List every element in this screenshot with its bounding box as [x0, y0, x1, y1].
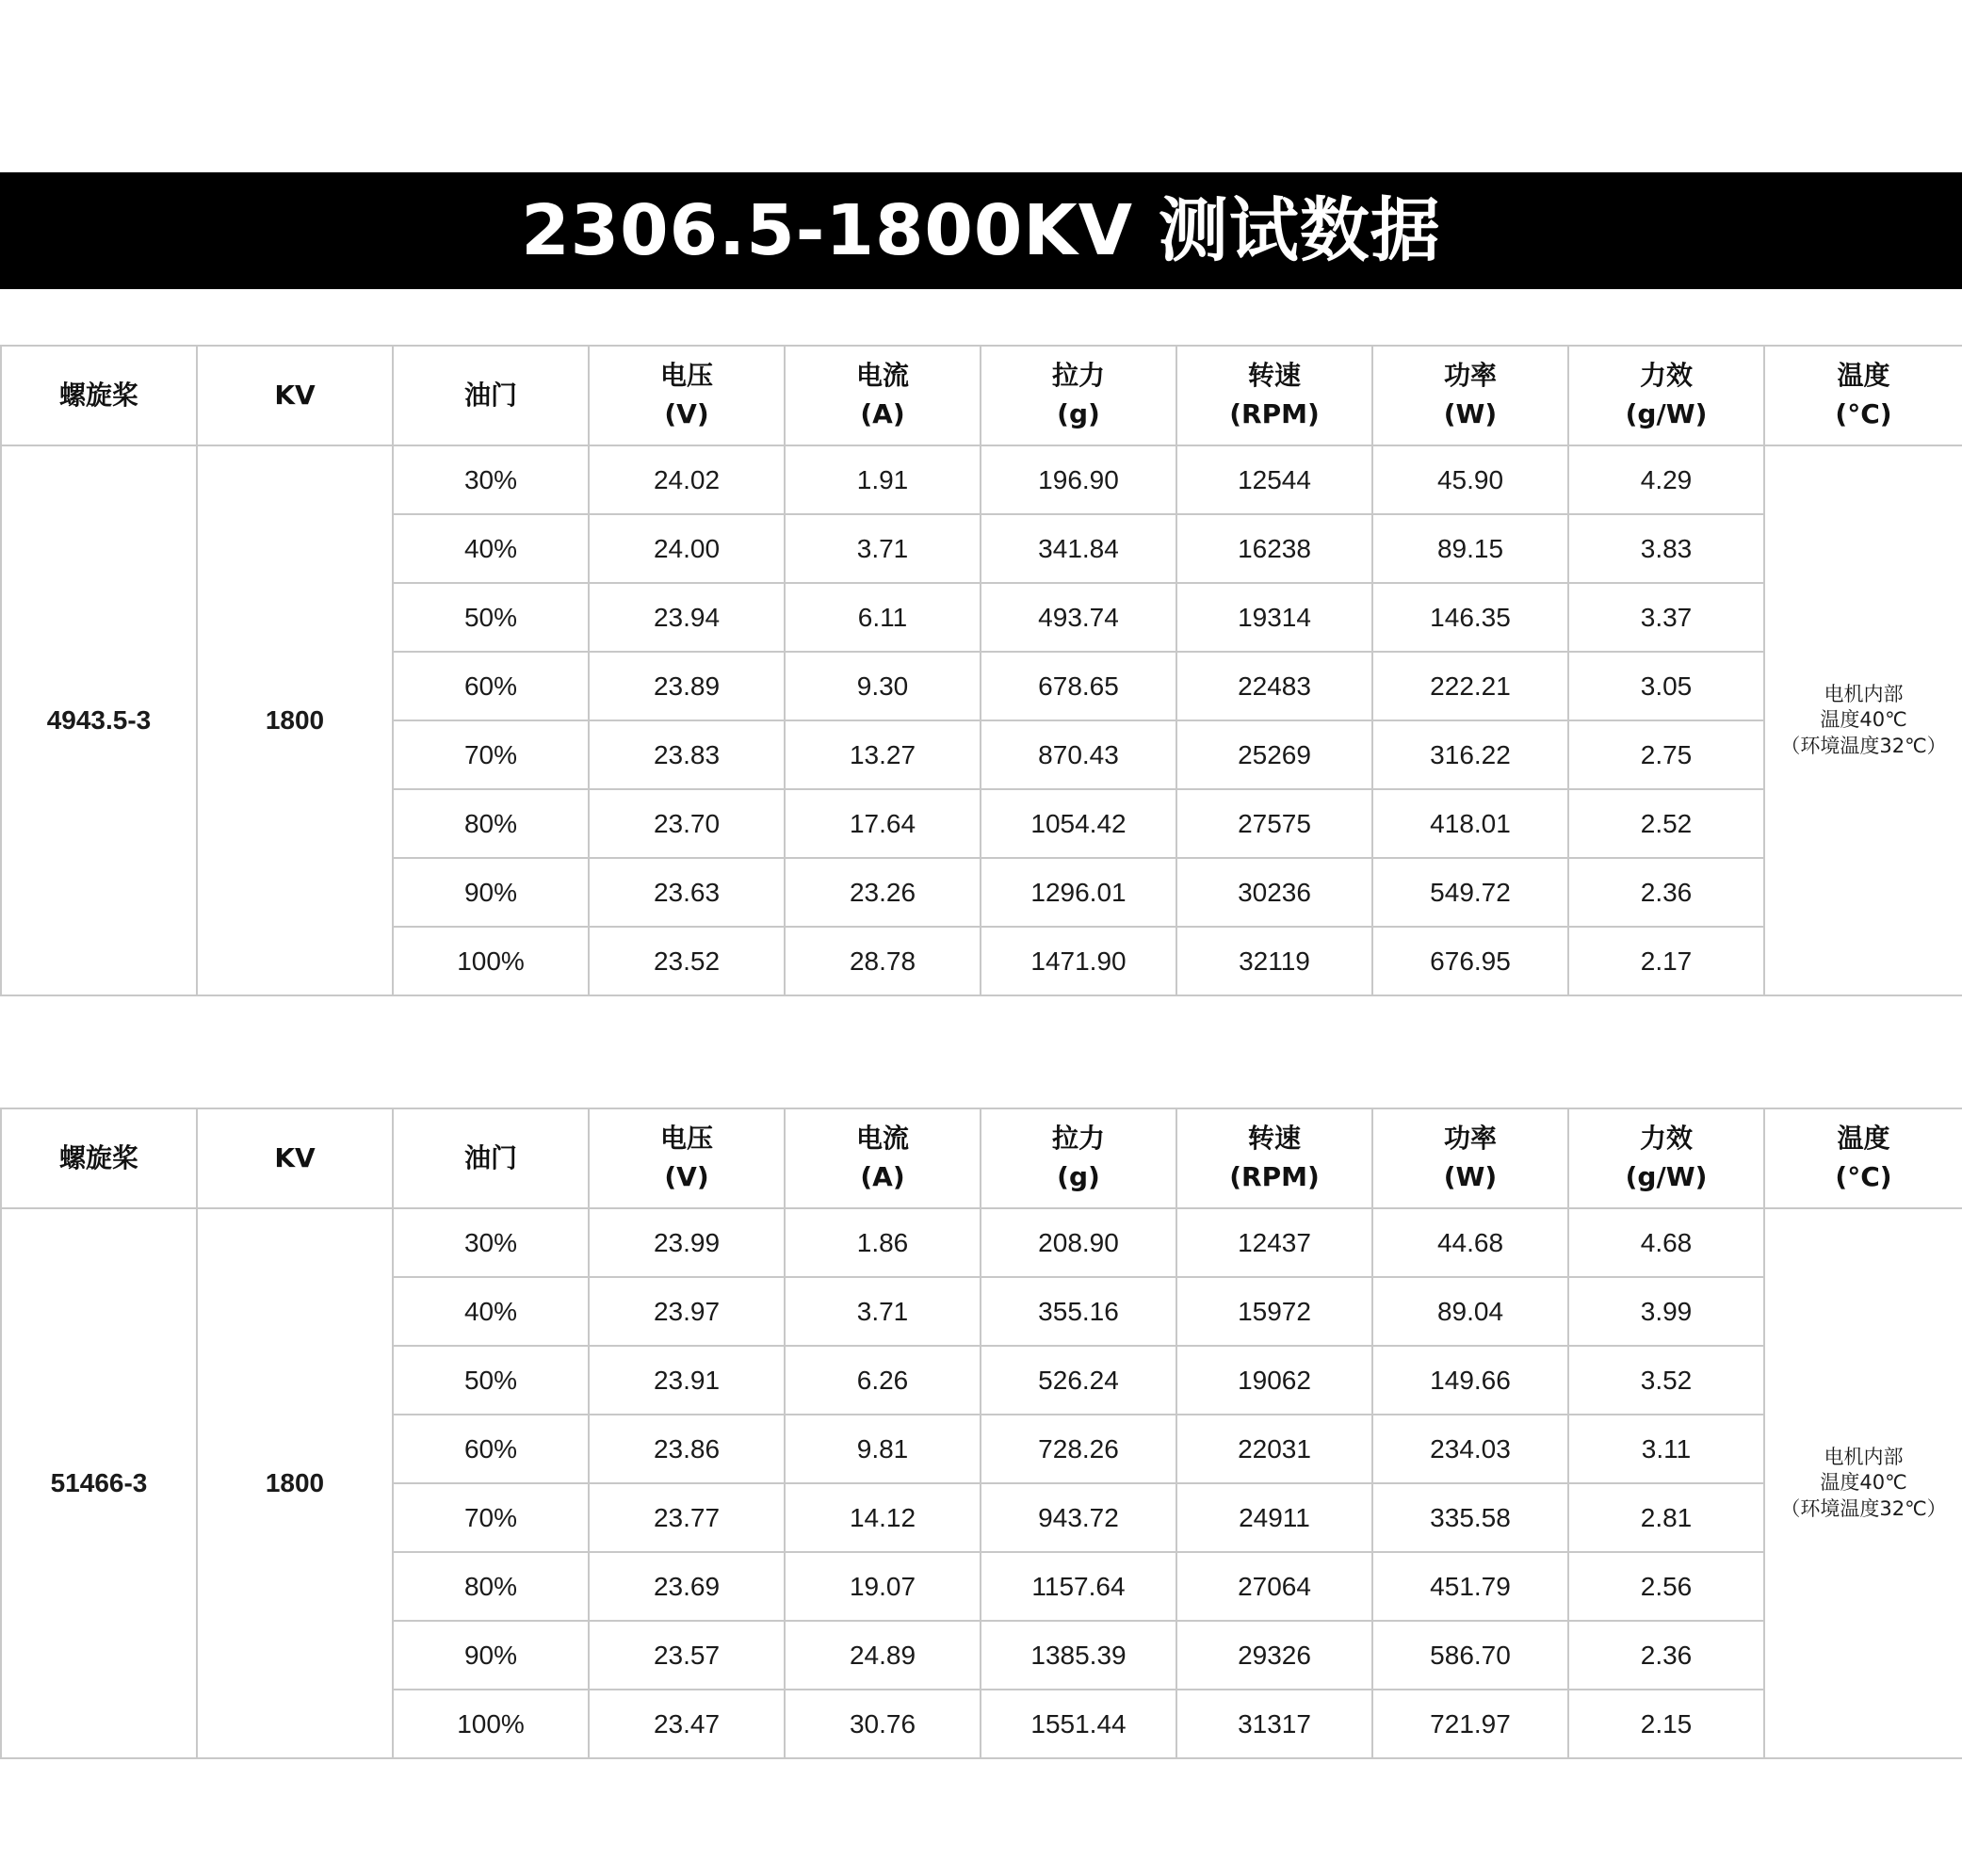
efficiency-cell: 2.15 — [1568, 1690, 1764, 1758]
rpm-cell: 22483 — [1176, 652, 1372, 720]
current-cell: 23.26 — [785, 858, 981, 927]
temperature-cell — [1764, 1208, 1962, 1758]
thrust-cell: 1471.90 — [981, 927, 1176, 995]
voltage-cell: 23.57 — [589, 1621, 785, 1690]
voltage-cell: 23.97 — [589, 1277, 785, 1346]
efficiency-cell: 2.36 — [1568, 1621, 1764, 1690]
table-row — [1, 445, 1962, 514]
power-cell: 234.03 — [1372, 1415, 1568, 1483]
current-cell: 17.64 — [785, 789, 981, 858]
rpm-cell: 19314 — [1176, 583, 1372, 652]
throttle-cell: 60% — [393, 1415, 589, 1483]
voltage-cell: 23.47 — [589, 1690, 785, 1758]
title-banner — [0, 172, 1962, 289]
power-cell: 721.97 — [1372, 1690, 1568, 1758]
thrust-cell: 355.16 — [981, 1277, 1176, 1346]
voltage-cell: 23.52 — [589, 927, 785, 995]
propeller-cell: 51466-3 — [1, 1208, 197, 1758]
voltage-cell: 23.94 — [589, 583, 785, 652]
rpm-cell: 25269 — [1176, 720, 1372, 789]
temperature-line-2: 温度40℃ — [1820, 708, 1907, 732]
rpm-cell: 12437 — [1176, 1208, 1372, 1277]
current-cell: 6.26 — [785, 1346, 981, 1415]
efficiency-cell: 2.17 — [1568, 927, 1764, 995]
thrust-cell: 196.90 — [981, 445, 1176, 514]
test-data-table-2 — [0, 1108, 1962, 1759]
thrust-cell: 526.24 — [981, 1346, 1176, 1415]
current-cell: 9.30 — [785, 652, 981, 720]
throttle-cell: 60% — [393, 652, 589, 720]
efficiency-cell: 2.81 — [1568, 1483, 1764, 1552]
voltage-cell: 23.91 — [589, 1346, 785, 1415]
header-current: 电流 (A) — [785, 346, 981, 445]
voltage-cell: 23.70 — [589, 789, 785, 858]
thrust-cell: 728.26 — [981, 1415, 1176, 1483]
test-data-table-1 — [0, 345, 1962, 996]
efficiency-cell: 3.11 — [1568, 1415, 1764, 1483]
throttle-cell: 90% — [393, 858, 589, 927]
current-cell: 24.89 — [785, 1621, 981, 1690]
power-cell: 146.35 — [1372, 583, 1568, 652]
rpm-cell: 19062 — [1176, 1346, 1372, 1415]
header-row — [1, 1108, 1962, 1208]
voltage-cell: 23.86 — [589, 1415, 785, 1483]
page-title: 2306.5-1800KV 测试数据 — [521, 190, 1441, 271]
thrust-cell: 943.72 — [981, 1483, 1176, 1552]
power-cell: 586.70 — [1372, 1621, 1568, 1690]
header-voltage: 电压 (V) — [589, 1108, 785, 1208]
temperature-line-2: 温度40℃ — [1820, 1471, 1907, 1495]
efficiency-cell: 3.37 — [1568, 583, 1764, 652]
voltage-cell: 23.77 — [589, 1483, 785, 1552]
kv-cell: 1800 — [197, 445, 393, 995]
rpm-cell: 24911 — [1176, 1483, 1372, 1552]
header-kv: KV — [197, 1108, 393, 1208]
efficiency-cell: 4.29 — [1568, 445, 1764, 514]
thrust-cell: 1054.42 — [981, 789, 1176, 858]
throttle-cell: 100% — [393, 1690, 589, 1758]
efficiency-cell: 3.05 — [1568, 652, 1764, 720]
rpm-cell: 30236 — [1176, 858, 1372, 927]
throttle-cell: 70% — [393, 1483, 589, 1552]
power-cell: 418.01 — [1372, 789, 1568, 858]
efficiency-cell: 3.52 — [1568, 1346, 1764, 1415]
efficiency-cell: 3.83 — [1568, 514, 1764, 583]
voltage-cell: 23.89 — [589, 652, 785, 720]
header-throttle: 油门 — [393, 1108, 589, 1208]
thrust-cell: 870.43 — [981, 720, 1176, 789]
temperature-line-3: （环境温度32℃） — [1780, 734, 1947, 757]
header-power: 功率 (W) — [1372, 346, 1568, 445]
throttle-cell: 80% — [393, 789, 589, 858]
power-cell: 451.79 — [1372, 1552, 1568, 1621]
thrust-cell: 1385.39 — [981, 1621, 1176, 1690]
header-propeller: 螺旋桨 — [1, 346, 197, 445]
power-cell: 335.58 — [1372, 1483, 1568, 1552]
power-cell: 44.68 — [1372, 1208, 1568, 1277]
temperature-cell — [1764, 445, 1962, 995]
efficiency-cell: 3.99 — [1568, 1277, 1764, 1346]
rpm-cell: 27064 — [1176, 1552, 1372, 1621]
current-cell: 28.78 — [785, 927, 981, 995]
current-cell: 3.71 — [785, 1277, 981, 1346]
temperature-line-1: 电机内部 — [1824, 683, 1904, 706]
thrust-cell: 678.65 — [981, 652, 1176, 720]
header-temperature: 温度 (°C) — [1764, 346, 1962, 445]
thrust-cell: 341.84 — [981, 514, 1176, 583]
power-cell: 549.72 — [1372, 858, 1568, 927]
voltage-cell: 24.00 — [589, 514, 785, 583]
header-rpm: 转速 (RPM) — [1176, 346, 1372, 445]
voltage-cell: 23.83 — [589, 720, 785, 789]
efficiency-cell: 2.36 — [1568, 858, 1764, 927]
power-cell: 676.95 — [1372, 927, 1568, 995]
header-kv: KV — [197, 346, 393, 445]
voltage-cell: 23.63 — [589, 858, 785, 927]
header-throttle: 油门 — [393, 346, 589, 445]
throttle-cell: 70% — [393, 720, 589, 789]
header-thrust: 拉力 (g) — [981, 1108, 1176, 1208]
header-row — [1, 346, 1962, 445]
thrust-cell: 1296.01 — [981, 858, 1176, 927]
thrust-cell: 208.90 — [981, 1208, 1176, 1277]
header-temperature: 温度 (°C) — [1764, 1108, 1962, 1208]
current-cell: 30.76 — [785, 1690, 981, 1758]
current-cell: 14.12 — [785, 1483, 981, 1552]
temperature-line-3: （环境温度32℃） — [1780, 1496, 1947, 1520]
efficiency-cell: 4.68 — [1568, 1208, 1764, 1277]
power-cell: 222.21 — [1372, 652, 1568, 720]
voltage-cell: 23.99 — [589, 1208, 785, 1277]
rpm-cell: 32119 — [1176, 927, 1372, 995]
header-efficiency: 力效 (g/W) — [1568, 346, 1764, 445]
power-cell: 89.15 — [1372, 514, 1568, 583]
voltage-cell: 24.02 — [589, 445, 785, 514]
rpm-cell: 12544 — [1176, 445, 1372, 514]
throttle-cell: 30% — [393, 445, 589, 514]
current-cell: 3.71 — [785, 514, 981, 583]
power-cell: 89.04 — [1372, 1277, 1568, 1346]
throttle-cell: 40% — [393, 1277, 589, 1346]
thrust-cell: 1157.64 — [981, 1552, 1176, 1621]
header-efficiency: 力效 (g/W) — [1568, 1108, 1764, 1208]
throttle-cell: 50% — [393, 1346, 589, 1415]
efficiency-cell: 2.52 — [1568, 789, 1764, 858]
current-cell: 1.91 — [785, 445, 981, 514]
current-cell: 1.86 — [785, 1208, 981, 1277]
header-propeller: 螺旋桨 — [1, 1108, 197, 1208]
throttle-cell: 30% — [393, 1208, 589, 1277]
rpm-cell: 16238 — [1176, 514, 1372, 583]
propeller-cell: 4943.5-3 — [1, 445, 197, 995]
thrust-cell: 493.74 — [981, 583, 1176, 652]
rpm-cell: 27575 — [1176, 789, 1372, 858]
throttle-cell: 40% — [393, 514, 589, 583]
current-cell: 6.11 — [785, 583, 981, 652]
current-cell: 9.81 — [785, 1415, 981, 1483]
power-cell: 45.90 — [1372, 445, 1568, 514]
header-voltage: 电压 (V) — [589, 346, 785, 445]
rpm-cell: 31317 — [1176, 1690, 1372, 1758]
throttle-cell: 100% — [393, 927, 589, 995]
efficiency-cell: 2.56 — [1568, 1552, 1764, 1621]
current-cell: 19.07 — [785, 1552, 981, 1621]
rpm-cell: 22031 — [1176, 1415, 1372, 1483]
throttle-cell: 50% — [393, 583, 589, 652]
kv-cell: 1800 — [197, 1208, 393, 1758]
header-thrust: 拉力 (g) — [981, 346, 1176, 445]
power-cell: 149.66 — [1372, 1346, 1568, 1415]
efficiency-cell: 2.75 — [1568, 720, 1764, 789]
rpm-cell: 15972 — [1176, 1277, 1372, 1346]
header-rpm: 转速 (RPM) — [1176, 1108, 1372, 1208]
table-row — [1, 1208, 1962, 1277]
thrust-cell: 1551.44 — [981, 1690, 1176, 1758]
temperature-line-1: 电机内部 — [1824, 1446, 1904, 1469]
throttle-cell: 80% — [393, 1552, 589, 1621]
throttle-cell: 90% — [393, 1621, 589, 1690]
header-power: 功率 (W) — [1372, 1108, 1568, 1208]
header-current: 电流 (A) — [785, 1108, 981, 1208]
voltage-cell: 23.69 — [589, 1552, 785, 1621]
power-cell: 316.22 — [1372, 720, 1568, 789]
current-cell: 13.27 — [785, 720, 981, 789]
rpm-cell: 29326 — [1176, 1621, 1372, 1690]
